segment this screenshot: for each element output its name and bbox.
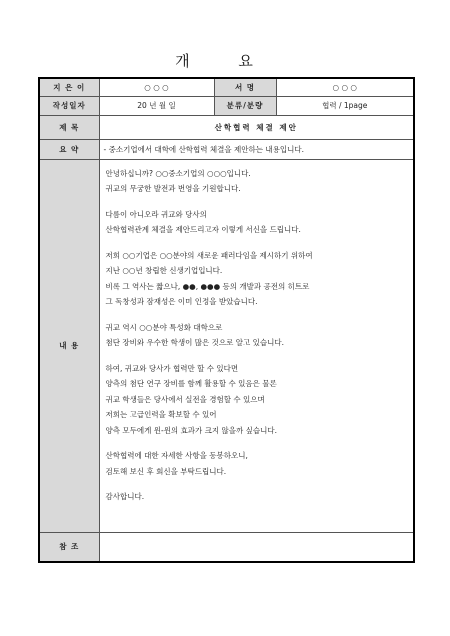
- author-label: 지 은 이: [39, 78, 99, 96]
- content-line: 귀교 학생들은 당사에서 실전을 경험할 수 있으며: [105, 394, 265, 404]
- content-line: 저희 ○○기업은 ○○분야의 새로운 패러다임을 제시하기 위하여: [105, 250, 313, 260]
- content-line: 안녕하십니까? ○○중소기업의 ○○○입니다.: [105, 168, 251, 178]
- date-value: 20 년 월 일: [99, 96, 214, 115]
- content-line: 하여, 귀교와 당사가 협력만 할 수 있다면: [105, 363, 239, 373]
- content-body: [99, 159, 414, 532]
- author-value: ○ ○ ○: [99, 78, 214, 96]
- reference-label: 참 조: [39, 532, 99, 562]
- content-line: 지난 ○○년 창립한 신생기업입니다.: [105, 266, 223, 275]
- subject-value: 산학협력 체결 제안: [99, 115, 414, 139]
- signature-value: ○ ○ ○: [276, 78, 414, 96]
- content-line: 산학협력관계 체결을 제안드리고자 이렇게 서신을 드립니다.: [105, 225, 301, 234]
- paragraph-gap: [106, 238, 408, 248]
- content-label: 내 용: [39, 159, 99, 532]
- document-title: 개 요: [175, 52, 275, 70]
- reference-value: [99, 532, 414, 562]
- paragraph-gap: [106, 351, 408, 361]
- summary-label: 요 약: [39, 139, 99, 159]
- category-value: 협력 / 1page: [276, 96, 414, 115]
- content-line: 그 독창성과 잠재성은 이미 인정을 받았습니다.: [105, 297, 258, 306]
- content-line: 감사합니다.: [105, 492, 145, 501]
- content-line: 검토해 보신 후 회신을 부탁드립니다.: [105, 466, 227, 476]
- date-label: 작성일자: [39, 96, 99, 115]
- summary-table: [38, 77, 415, 563]
- content-text: [106, 166, 408, 505]
- content-line: 산학협력에 대한 자세한 사항을 동봉하오니,: [105, 451, 248, 460]
- content-line: 양측 모두에게 윈-윈의 효과가 크지 않을까 싶습니다.: [105, 425, 278, 435]
- paragraph-gap: [106, 438, 408, 448]
- summary-value: - 중소기업에서 대학에 산학협력 체결을 제안하는 내용입니다.: [99, 139, 414, 159]
- subject-label: 제 목: [39, 115, 99, 139]
- category-label: 분류/분량: [214, 96, 276, 115]
- content-line: 다름이 아니오라 귀교와 당사의: [105, 209, 207, 219]
- paragraph-gap: [106, 310, 408, 320]
- paragraph-gap: [106, 197, 408, 207]
- content-line: 귀교의 무궁한 발전과 번영을 기원합니다.: [105, 184, 241, 193]
- content-line: 양측의 첨단 연구 장비를 함께 활용할 수 있음은 물론: [105, 379, 277, 388]
- paragraph-gap: [106, 479, 408, 489]
- content-line: 저희는 고급인력을 확보할 수 있어: [105, 410, 217, 419]
- content-line: 귀교 역시 ○○분야 특성화 대학으로: [105, 322, 223, 332]
- content-line: 비록 그 역사는 짧으나, ●●, ●●● 등의 개발과 공전의 히트로: [105, 281, 310, 291]
- content-line: 첨단 장비와 우수한 학생이 많은 것으로 알고 있습니다.: [105, 338, 284, 347]
- signature-label: 서 명: [214, 78, 276, 96]
